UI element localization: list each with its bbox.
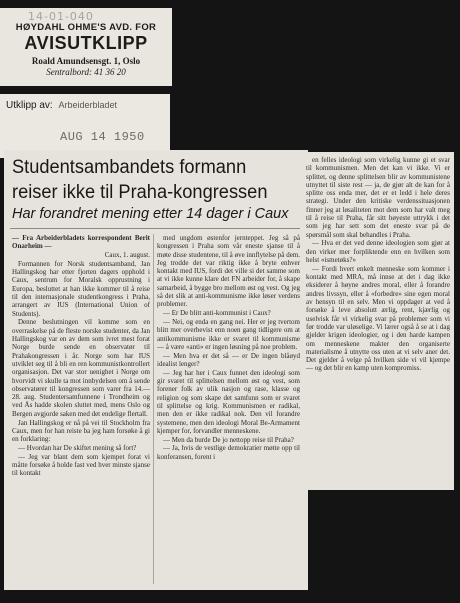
byline: — Fra Arbeiderbladets korrespondent Berit Onarheim — bbox=[12, 234, 150, 251]
article-column-2 bbox=[157, 234, 300, 462]
col2-paragraph: — Er De blitt anti-kommunist i Caux? bbox=[163, 309, 271, 318]
col2-paragraph: — Men da burde De jo nettopp reise til Praha? bbox=[163, 435, 294, 444]
headline-line-2: reiser ikke til Praha-kongressen bbox=[12, 182, 268, 203]
col2-paragraph: — Nei, og enda en gang nei. Her er jeg tvertom blitt mer overbevist enn noen gang tidligere om at antikommunisme ikke er svaret til kommunisme — å være «anti» er ingen løsning på noe problem. bbox=[157, 317, 300, 351]
article-headline bbox=[12, 155, 290, 205]
agency-title: AVISUTKLIPP bbox=[24, 33, 148, 53]
source-name: Arbeiderbladet bbox=[58, 100, 118, 110]
col1-paragraph: Formannen for Norsk studentsamband, Jan Hallingskog har etter fjorten dagers opphold i Caux, sentrum for Moralsk opprustning i Europa, besluttet at han ikke kommer til å reise til den internasjonale studentkongress i Praha, arrangert av IUS (International Union of Students). bbox=[12, 259, 150, 318]
article-column-3 bbox=[306, 156, 450, 373]
col2-paragraph: — Men hva er det så — er De ingen blåøyd idealist lenger? bbox=[157, 351, 300, 368]
headline-rule bbox=[10, 228, 302, 229]
col2-paragraph: — Jeg har her i Caux funnet den ideologi som gir svaret til splittelsen mellom øst og vest, som forener folk av ulik nasjon og rase, klasse og religion og som skape det samfunn som er svaret til splittelse og krig. Kommunismen er radikal, men den er ikke radikal nok. Den vil forandre systemene, men den ideologi Moral Be-Armament kjemper for, forvandler menneskene. bbox=[157, 368, 300, 435]
col2-paragraph: med ungdom østenfor jernteppet. Jeg så på kongressen i Praha som vår eneste sjanse til å møte disse studentene, til å øve innflytelse på dem. Jeg trodde det var riktig ikke å bryte enhver kontakt med IUS, fordi det ville si det samme som at vi ikke kunne klare det FN arbeider for, å skape samarbeid, å bygge bro mellom øst og vest. Og jeg så det slik at anti-kommunisme ikke løser verdens problemer. bbox=[157, 234, 300, 309]
col1-paragraph: Jan Hallingskog er nå på vei til Stockholm fra Caux, men for han reiste ba jeg ham forsøke å gi en forklaring: bbox=[12, 418, 150, 444]
article-clipping bbox=[4, 150, 308, 590]
article-subheadline: Har forandret mening etter 14 dager i Caux bbox=[12, 206, 289, 222]
dateline: Caux, 1. august. bbox=[104, 251, 150, 260]
col3-paragraph: — Hva er det ved denne ideologien som gjør at den virker mer forpliktende enn en hvilken som helst «ismetøks?» bbox=[306, 239, 450, 265]
col3-paragraph: en felles ideologi som virkelig kunne gi et svar til kommunismen. Men det kan vi ikke. Vi er splittet, og denne splittelsen blir av kommunistene utnyttet til siste rest — ja, de gjør alt de kan for å splitte oss enda mer, det er et ledd i hele deres strategi. Under den kritiske verdenssituasjonen finner jeg at løsaliteten mot dem som har valt meg til å reise til Praha, får sitt høyeste uttrykk i det som jeg har sett som det eneste svar på de spørsmål som skal behandles i Praha. bbox=[306, 156, 450, 239]
headline-line-1: Studentsambandets formann bbox=[12, 157, 247, 178]
col1-paragraph: — Jeg var blant dem som kjempet forat vi måtte forsøke å holde fast ved hver minste sjanse til kontakt bbox=[12, 452, 150, 478]
source-stamp-slip bbox=[0, 94, 170, 158]
agency-address: Roald Amundsensgt. 1, Oslo bbox=[31, 56, 141, 66]
column-divider bbox=[153, 234, 154, 584]
clipping-service-slip bbox=[0, 8, 172, 86]
col1-paragraph: Denne beslutningen vil komme som en overraskelse på de fleste norske studenter, da Jan Hallingskog var en av dem som ivret mest forat Norge burde sende en observatør til Prahakongressen i år. Norge som har IUS utviklet seg til å bli en ren kommunistkontrollert organisasjon. Det var stor uenighet i Norge om hvorvidt vi skulle ta mot innbydelsen om å sende observatører til kongressen som varer fra 14.—28. aug. Studentersamfunnene i Trondheim og ved Ås hadde skolen sluttet med, mens Oslo og Bergen avgjorde saken med det endelige flertall. bbox=[12, 318, 150, 418]
col1-paragraph: — Hvordan har De skiftet mening så fort? bbox=[18, 443, 137, 452]
article-continuation bbox=[300, 152, 454, 490]
source-line bbox=[6, 100, 117, 111]
source-label: Utklipp av: bbox=[6, 100, 53, 111]
col3-paragraph: — Fordi hvert enkelt menneske som kommer i kontakt med MRA, må innse at det i dag ikke eksiderer å høyne andres moral, eller å forandre andres livssyn, eller å «forbedre» sine egen moral av hensyn til en selv. Men vi oppdager at ved å forsøke å leve absolutt ærlig, rent, kjærlig og uselvisk får vi virkelig svar på problemer som vi før trodde var uløselige. Vi lærer også å se at i dag gjelder krigen ideologier, og i den harde kampen om menneskene makter den organiserte materialisme å utnytte oss uten at vi selv aner det. Det gjelder å velge på hvilken side vi vil kjempe — og det blir en kamp uten kompromiss. bbox=[306, 264, 450, 373]
agency-phone: Sentralbord: 41 36 20 bbox=[46, 67, 126, 77]
date-stamp: AUG 14 1950 bbox=[60, 130, 145, 144]
col2-paragraph: — Ja, hvis de vestlige demokratier møtte opp til konferansen, forent i bbox=[157, 444, 300, 461]
article-column-1 bbox=[12, 234, 150, 478]
handwritten-date: 14-01-040 bbox=[28, 10, 94, 23]
agency-name: HØYDAHL OHME'S AVD. FOR bbox=[15, 22, 157, 33]
